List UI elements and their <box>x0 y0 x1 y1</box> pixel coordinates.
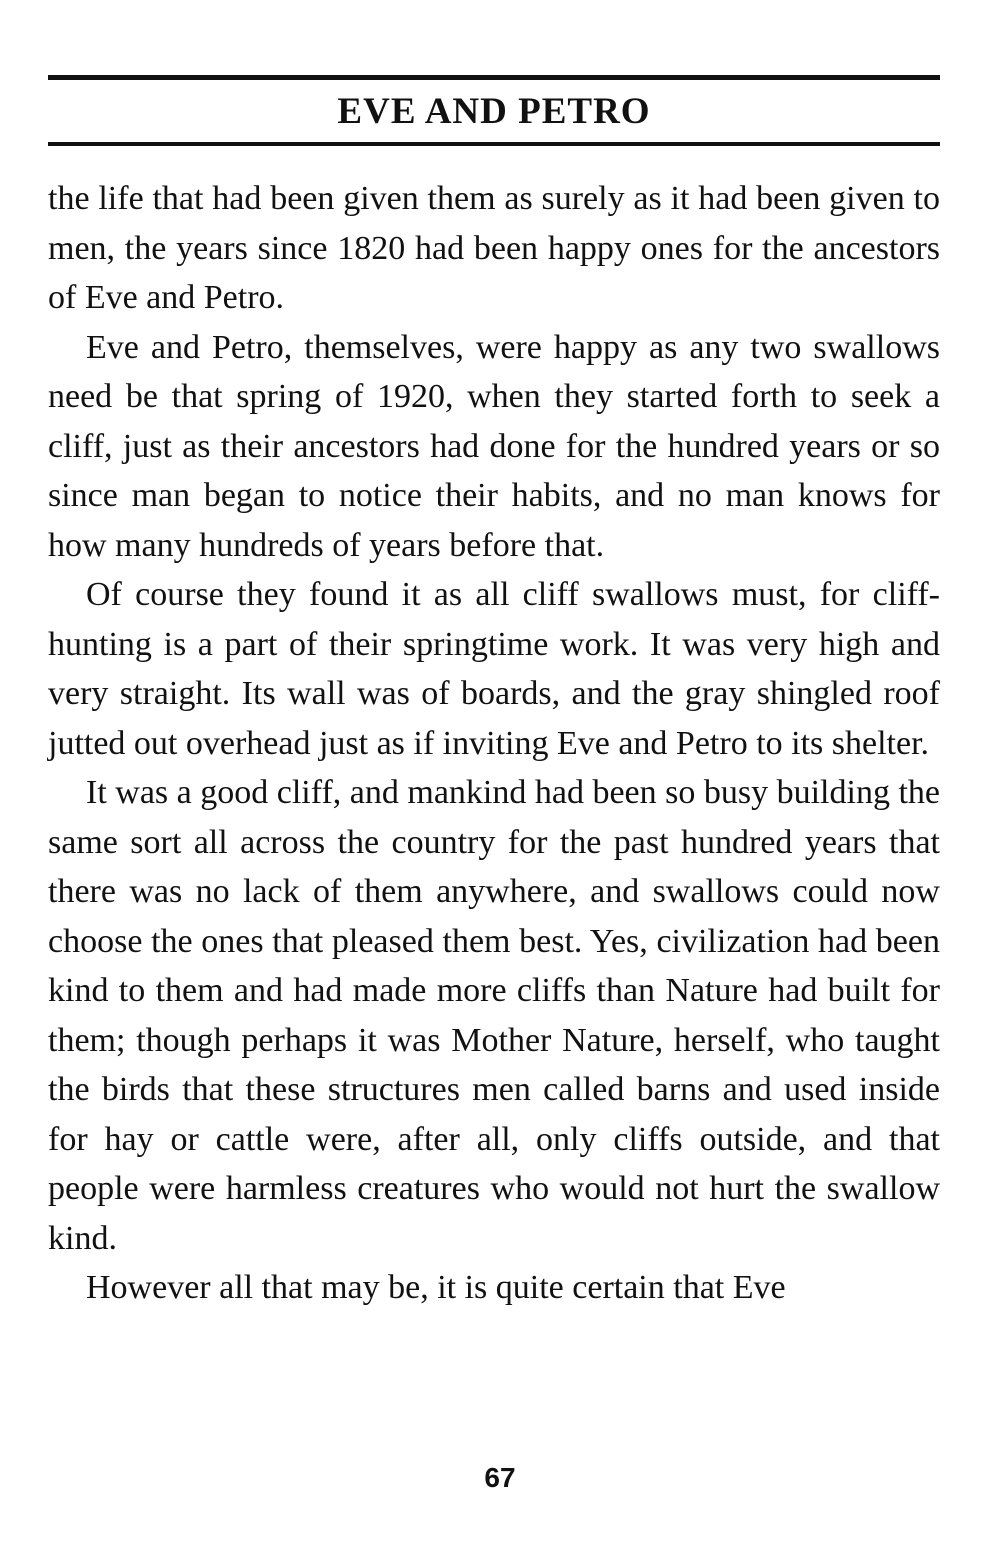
paragraph: Eve and Petro, themselves, were happy as any two swallows need be that spring of 1920, when they started forth to seek a cliff, just as their ancestors had done for the hundred years or so since man began to notice their habits, and no man knows for how many hundreds of years before that. <box>48 328 940 564</box>
header-rule-top <box>48 75 940 80</box>
paragraph-continued: the life that had been given them as surely as it had been given to men, the years since 1820 had been happy ones for the ancestors of Eve and Petro. <box>48 180 940 316</box>
page-number: 67 <box>484 1462 516 1493</box>
paragraph: However all that may be, it is quite certain that Eve <box>86 1269 786 1306</box>
paragraph: Of course they found it as all cliff swallows must, for cliff-hunting is a part of their springtime work. It was very high and very straight. Its wall was of boards, and the gray shingled roof jutted out overhead just as if inviting Eve and Petro to its shelter. <box>48 576 940 762</box>
header-rule-bottom <box>48 142 940 146</box>
paragraph: It was a good cliff, and mankind had been so busy building the same sort all across the country for the past hundred years that there was no lack of them anywhere, and swallows could now choose the ones that pleased them best. Yes, civilization had been kind to them and had made more cliffs than Nature had built for them; though perhaps it was Mother Nature, herself, who taught the birds that these structures men called barns and used inside for hay or cattle were, after all, only cliffs outside, and that people were harmless creatures who would not hurt the swallow kind. <box>48 774 940 1257</box>
running-head: EVE AND PETRO <box>337 91 651 132</box>
body-text <box>48 174 940 1313</box>
